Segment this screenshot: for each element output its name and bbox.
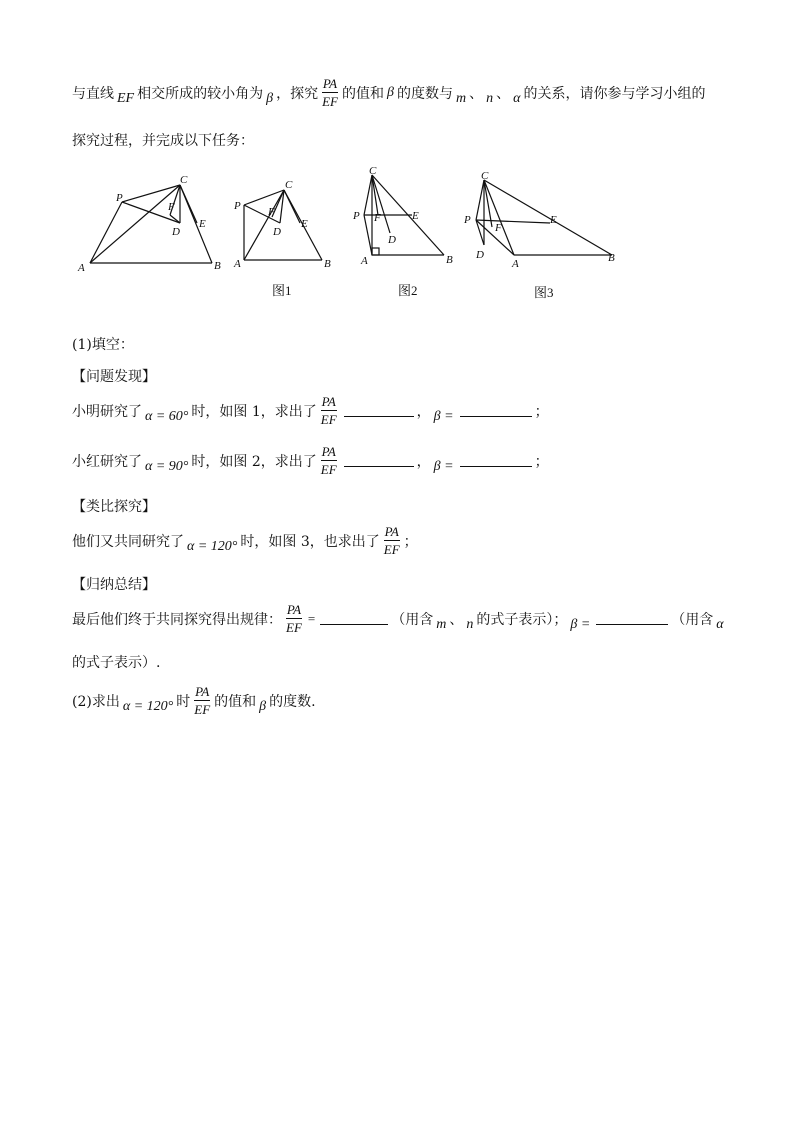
geometry-figures xyxy=(72,165,632,305)
point-label-a: A xyxy=(78,262,85,274)
answer-blank-beta-2[interactable] xyxy=(460,465,532,467)
beta-equals: β = xyxy=(570,616,591,632)
fraction-numerator: PA xyxy=(286,602,302,617)
xm-text-b: 时，如图 1，求出了 xyxy=(191,403,317,420)
point-label-a: A xyxy=(361,255,368,267)
point-label-p: P xyxy=(464,214,471,226)
beta-equals: β = xyxy=(433,458,454,474)
discovery-title: 【问题发现】 xyxy=(72,369,156,385)
xiaoming-line xyxy=(72,394,549,427)
fraction-numerator: PA xyxy=(195,684,210,699)
point-label-c: C xyxy=(180,174,188,186)
figure-0 xyxy=(90,185,212,263)
pa-ef-fraction xyxy=(193,684,211,717)
fraction-numerator: PA xyxy=(321,444,336,459)
answer-blank-ratio-general[interactable] xyxy=(320,623,388,625)
point-label-c: C xyxy=(285,179,293,191)
fraction-numerator: PA xyxy=(384,524,399,539)
equals-sign: = xyxy=(307,610,316,626)
point-label-d: D xyxy=(476,249,484,261)
point-label-f: F xyxy=(495,222,502,234)
intro-text-f: 的关系，请你参与学习小组的 xyxy=(523,85,706,102)
figure-caption-3: 图3 xyxy=(534,285,554,300)
intro-text-d: 的值和 xyxy=(341,85,384,102)
point-label-e: E xyxy=(550,214,557,226)
intro-text-b: 相交所成的较小角为 xyxy=(137,85,264,102)
point-label-c: C xyxy=(369,165,377,177)
analogy-line xyxy=(72,524,418,557)
alpha-symbol: α xyxy=(716,616,724,632)
summary-line-2 xyxy=(72,652,160,672)
intro-text-a: 与直线 xyxy=(72,85,114,102)
pa-ef-fraction xyxy=(320,444,338,477)
alpha-120-condition: α = 120° xyxy=(122,698,174,714)
point-label-a: A xyxy=(234,258,241,270)
pa-ef-fraction xyxy=(320,394,338,427)
discovery-heading xyxy=(72,366,156,386)
summary-line xyxy=(72,602,727,635)
point-label-b: B xyxy=(608,252,615,264)
xh-text-b: 时，如图 2，求出了 xyxy=(191,453,317,470)
fraction-denominator: EF xyxy=(320,412,337,427)
figures-svg xyxy=(72,165,632,305)
beta-symbol: β xyxy=(259,698,267,714)
fraction-numerator: PA xyxy=(322,76,338,91)
q2-text-b: 时 xyxy=(176,693,191,710)
point-label-p: P xyxy=(234,200,241,212)
alpha-symbol: α xyxy=(513,90,521,106)
intro-line-1 xyxy=(72,76,705,109)
line-end: ； xyxy=(534,403,549,420)
answer-blank-beta-general[interactable] xyxy=(596,623,668,625)
intro-text-e: 的度数与 xyxy=(396,85,453,102)
point-label-e: E xyxy=(301,218,308,230)
xm-text-a: 小明研究了 xyxy=(72,403,142,420)
xh-text-a: 小红研究了 xyxy=(72,453,142,470)
summary-title: 【归纳总结】 xyxy=(72,577,156,593)
alpha-60-condition: α = 60° xyxy=(145,408,189,424)
xiaohong-line xyxy=(72,444,549,477)
an-text-b: 时，如图 3，也求出了 xyxy=(240,533,380,550)
point-label-e: E xyxy=(199,218,206,230)
figure-1 xyxy=(244,190,322,260)
figure-caption-2: 图2 xyxy=(398,283,418,298)
su-text-b: （用含 xyxy=(391,611,434,628)
q1-heading xyxy=(72,334,134,354)
figure-caption-1: 图1 xyxy=(272,283,292,298)
beta-equals: β = xyxy=(433,408,454,424)
point-label-f: F xyxy=(374,212,381,224)
answer-blank-beta-1[interactable] xyxy=(460,415,532,417)
beta-symbol: β xyxy=(266,90,274,106)
point-label-a: A xyxy=(512,258,519,270)
figure-3 xyxy=(476,180,612,255)
point-label-b: B xyxy=(446,254,453,266)
separator: 、 xyxy=(469,85,484,102)
ef-symbol: EF xyxy=(117,90,135,106)
an-text-a: 他们又共同研究了 xyxy=(72,533,184,550)
q1-label: (1)填空： xyxy=(72,337,134,353)
fraction-denominator: EF xyxy=(194,702,211,717)
answer-blank-ratio-2[interactable] xyxy=(344,465,414,467)
q2-line xyxy=(72,684,316,717)
point-label-p: P xyxy=(353,210,360,222)
point-label-d: D xyxy=(388,234,396,246)
beta-symbol: β xyxy=(386,84,394,100)
point-label-p: P xyxy=(116,192,123,204)
fraction-denominator: EF xyxy=(383,542,400,557)
summary-heading xyxy=(72,574,156,594)
su-text-a: 最后他们终于共同探究得出规律： xyxy=(72,611,282,628)
point-label-d: D xyxy=(172,226,180,238)
pa-ef-fraction xyxy=(285,602,303,635)
point-label-c: C xyxy=(481,170,489,182)
point-label-b: B xyxy=(324,258,331,270)
n-symbol: n xyxy=(486,90,494,106)
point-label-d: D xyxy=(273,226,281,238)
intro-line-2 xyxy=(72,130,254,150)
fraction-numerator: PA xyxy=(321,394,336,409)
intro-text-2: 探究过程，并完成以下任务： xyxy=(72,133,254,149)
su-text-d: （用含 xyxy=(671,611,714,628)
alpha-120-condition: α = 120° xyxy=(187,538,238,554)
line-end: ； xyxy=(403,533,418,550)
m-symbol: m xyxy=(455,90,467,106)
su-text-e: 的式子表示）. xyxy=(72,655,161,671)
analogy-heading xyxy=(72,496,156,516)
fraction-denominator: EF xyxy=(286,620,302,635)
point-label-f: F xyxy=(268,206,275,218)
fraction-denominator: EF xyxy=(322,94,338,109)
su-text-c: 的式子表示）； xyxy=(476,611,568,628)
fraction-denominator: EF xyxy=(320,462,337,477)
intro-text-c: ，探究 xyxy=(276,85,319,102)
alpha-90-condition: α = 90° xyxy=(145,458,189,474)
q2-text-c: 的值和 xyxy=(214,693,257,710)
pa-ef-fraction xyxy=(321,76,339,109)
comma: ， xyxy=(416,453,431,470)
separator: 、 xyxy=(496,85,511,102)
analogy-title: 【类比探究】 xyxy=(72,499,156,515)
line-end: ； xyxy=(534,453,549,470)
pa-ef-fraction xyxy=(383,524,401,557)
answer-blank-ratio-1[interactable] xyxy=(344,415,414,417)
point-label-f: F xyxy=(168,201,175,213)
q2-text-d: 的度数. xyxy=(269,693,316,710)
separator: 、 xyxy=(449,611,464,628)
n-symbol: n xyxy=(466,616,474,632)
point-label-e: E xyxy=(412,210,419,222)
point-label-b: B xyxy=(214,260,221,272)
m-symbol: m xyxy=(436,616,447,632)
q2-text-a: (2)求出 xyxy=(72,693,120,710)
comma: ， xyxy=(416,403,431,420)
